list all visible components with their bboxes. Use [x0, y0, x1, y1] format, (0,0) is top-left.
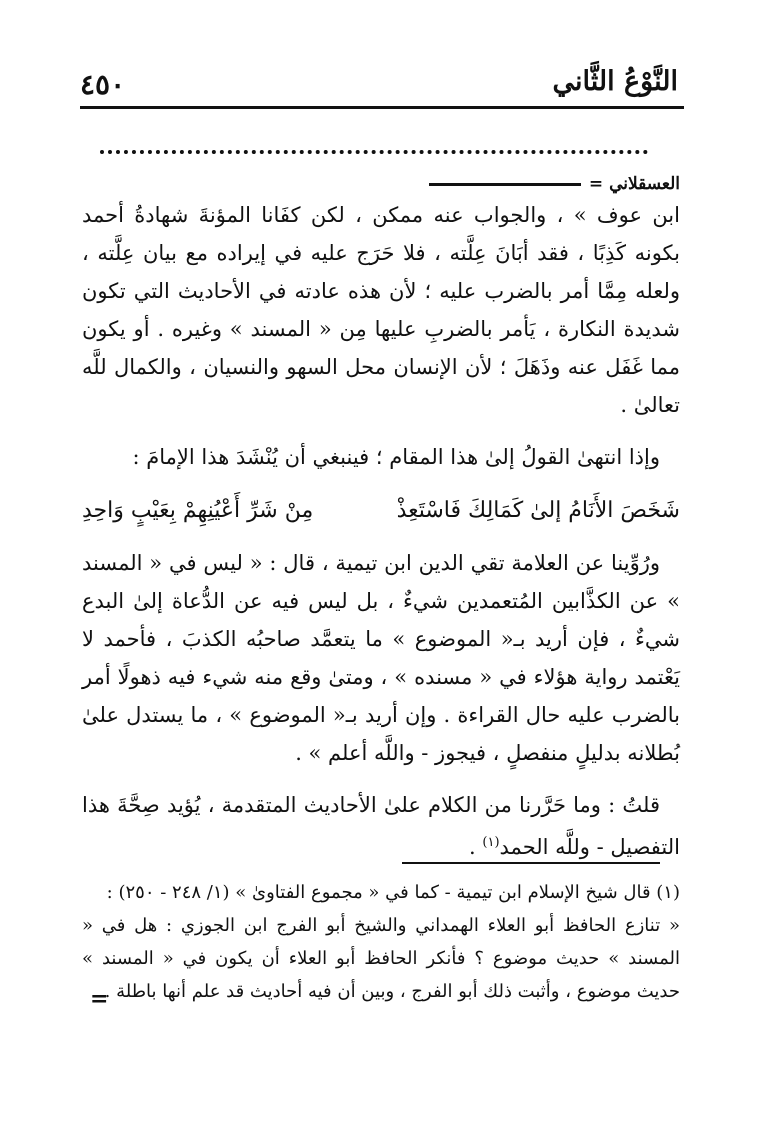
footnote-separator	[402, 862, 660, 864]
verse-first-hemistich: شَخَصَ الأَنَامُ إلىٰ كَمَالِكَ فَاسْتَعِذْ	[396, 498, 680, 523]
attribution-text: العسقلاني =	[588, 174, 680, 194]
footnote-1-heading: (١) قال شيخ الإسلام ابن تيمية - كما في « مجموع الفتاوىٰ » (١/ ٢٤٨ - ٢٥٠) :	[106, 882, 680, 903]
paragraph-3: ورُوِّينا عن العلامة تقي الدين ابن تيمية ، قال : « ليس في « المسند » عن الكذَّابين المُتعمدين شيءٌ ، بل ليس فيه عن الدُّعاة إلىٰ البدع شيءٌ ، فإن أريد بـ« الموضوع » ما يتعمَّد صاحبُه الكذبَ ، فأحمد لا يَعْتمد رواية هؤلاء في « مسنده » ، ومتىٰ وقع منه شيء فيه ذهولًا أمر بالضرب عليه حال القراءة . وإن أريد بـ« الموضوع » ، ما يستدل علىٰ بُطلانه بدليلٍ منفصلٍ ، فيجوز - واللَّه أعلم » .	[82, 551, 680, 765]
page-header	[80, 58, 678, 108]
paragraph-4	[82, 786, 680, 866]
paragraph-4-end: .	[469, 835, 483, 859]
main-text	[82, 196, 680, 866]
poetry-verse	[82, 492, 680, 530]
paragraph-1: ابن عوف » ، والجواب عنه ممكن ، لكن كفَانا المؤنةَ شهادةُ أحمد بكونه كَذِبًا ، فقد أبَانَ عِلَّته ، فلا حَرَج عليه في إيراده مع بيان عِلَّته ، ولعله مِمَّا أمر بالضرب عليه ؛ لأن هذه عادته في الأحاديث التي تكون شديدة النكارة ، يَأمر بالضربِ عليها مِن « المسند » وغيره . أو يكون مما غَفَل عنه وذَهَلَ ؛ لأن الإنسان محل السهو والنسيان ، والكمال للَّه تعالىٰ .	[82, 203, 680, 417]
attribution-label	[429, 174, 680, 194]
footnote-marker[interactable]: (١)	[482, 835, 500, 850]
paragraph-4-text: قلتُ : وما حَرَّرنا من الكلام علىٰ الأحاديث المتقدمة ، يُؤيد صِحَّةَ هذا التفصيل - وللَّه الحمد	[82, 793, 680, 859]
attribution-rule	[429, 183, 581, 186]
page-number: ٤٥٠	[80, 68, 126, 101]
footnote-1-quote: « تنازع الحافظ أبو العلاء الهمداني والشيخ أبو الفرج ابن الجوزي : هل في « المسند » حديث موضوع ؟ فأنكر الحافظ أبو العلاء أن يكون في « المسند » حديث موضوع ، وأثبت ذلك أبو الفرج ، وبين أن فيه أحاديث قد علم أنها باطلة .	[82, 915, 680, 1002]
dotted-separator	[100, 150, 648, 166]
continuation-mark: =	[90, 986, 109, 1012]
verse-second-hemistich: مِنْ شَرِّ أَعْيُنِهِمْ بِعَيْبٍ وَاحِدِ	[82, 498, 314, 523]
header-rule	[80, 106, 684, 109]
chapter-title: النَّوْعُ الثَّاني	[552, 66, 678, 97]
footnotes	[82, 876, 680, 1008]
paragraph-2: وإذا انتهىٰ القولُ إلىٰ هذا المقام ؛ فينبغي أن يُنْشَدَ هذا الإمامَ :	[132, 445, 660, 469]
